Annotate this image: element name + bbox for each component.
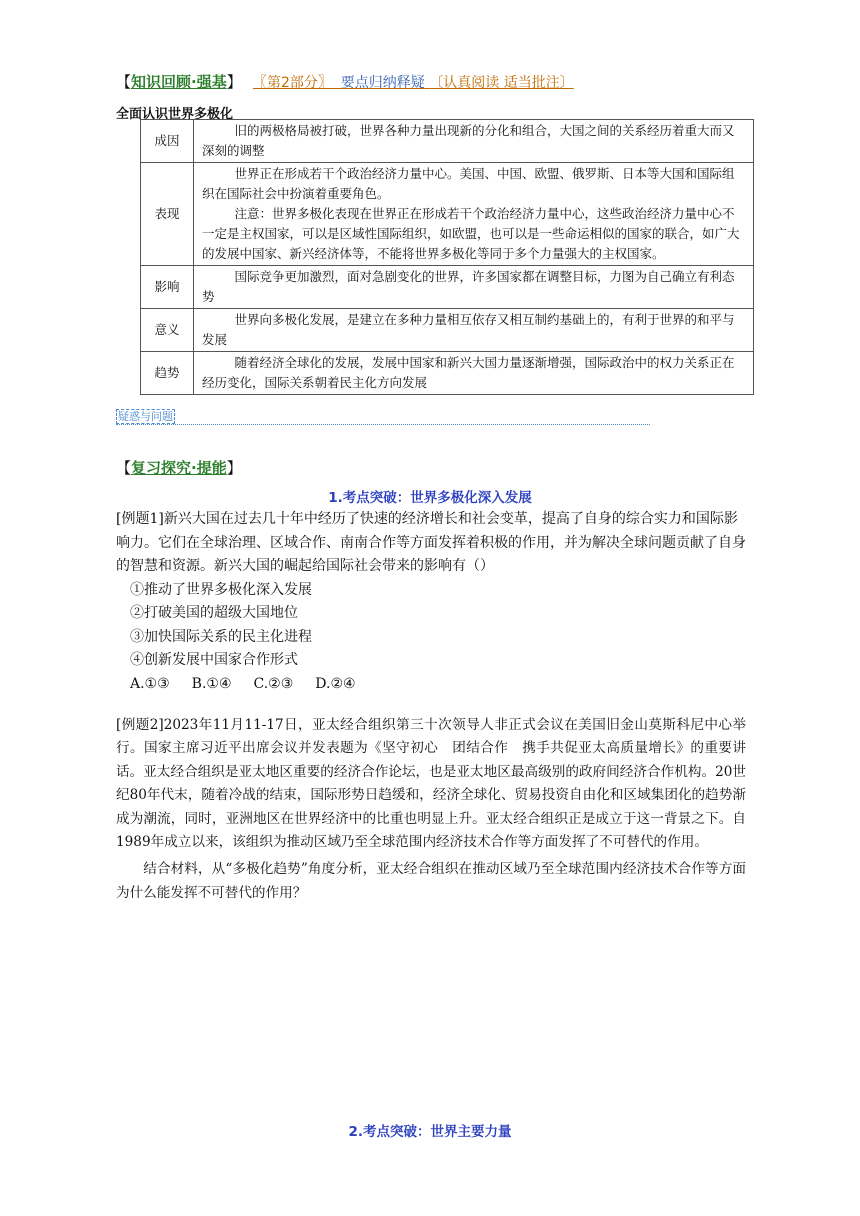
- doubt-label: 疑惑与问题: [118, 410, 173, 423]
- explore-header-label: 复习探究·提能: [131, 459, 227, 477]
- table-row-value: [194, 309, 754, 352]
- choice-c: C.②③: [253, 675, 294, 692]
- example-1-stem: [例题1]新兴大国在过去几十年中经历了快速的经济增长和社会变革，提高了自身的综合实力和国际影响力。它们在全球治理、区域合作、南南合作等方面发挥着积极的作用，并为解决全球问题贡献了自身的智慧和资源。新兴大国的崛起给国际社会带来的影响有（）: [116, 511, 746, 574]
- table-row-key: 表现: [141, 163, 194, 266]
- table-row-paragraph: 旧的两极格局被打破，世界各种力量出现新的分化和组合，大国之间的关系经历着重大而又深刻的调整: [202, 123, 735, 158]
- example-1: [116, 508, 746, 696]
- doubt-line[interactable]: [116, 408, 650, 425]
- table-row: [141, 120, 754, 163]
- table-row-key: 成因: [141, 120, 194, 163]
- table-row-value: [194, 266, 754, 309]
- table-row-value: [194, 163, 754, 266]
- table-row-paragraph: 随着经济全球化的发展，发展中国家和新兴大国力量逐渐增强，国际政治中的权力关系正在经历变化，国际关系朝着民主化方向发展: [202, 355, 735, 390]
- table-row-key: 影响: [141, 266, 194, 309]
- table-row-value: [194, 352, 754, 395]
- topic-1-title: 1.考点突破：世界多极化深入发展: [328, 490, 532, 506]
- table-row: [141, 266, 754, 309]
- table-row-key: 意义: [141, 309, 194, 352]
- choice-a: A.①③: [130, 675, 170, 692]
- table-row-value: [194, 120, 754, 163]
- table-row-key: 趋势: [141, 352, 194, 395]
- topic-2-title: 2.考点突破：世界主要力量: [348, 1124, 512, 1140]
- example-1-option: ②打破美国的超级大国地位: [130, 605, 298, 621]
- table-row-paragraph: 国际竞争更加激烈，面对急剧变化的世界，许多国家都在调整目标，力图为自己确立有利态势: [202, 269, 735, 304]
- table-row: [141, 309, 754, 352]
- review-note: 〖第2部分〗 要点归纳释疑 〔认真阅读 适当批注〕: [252, 75, 574, 91]
- knowledge-table: [140, 119, 754, 395]
- example-1-option: ③加快国际关系的民主化进程: [130, 628, 312, 645]
- table-row-paragraph: 世界向多极化发展，是建立在多种力量相互依存又相互制约基础上的，有利于世界的和平与发展: [202, 312, 735, 347]
- example-1-choices: [116, 673, 746, 697]
- choice-d: D.②④: [315, 675, 356, 692]
- example-1-option: ④创新发展中国家合作形式: [130, 652, 298, 668]
- example-2-stem: [例题2]2023年11月11-17日，亚太经合组织第三十次领导人非正式会议在美国旧金山莫斯科尼中心举行。国家主席习近平出席会议并发表题为《坚守初心 团结合作 携手共促亚太高质量增长》的重要讲话。亚太经合组织是亚太地区重要的经济合作论坛，也是亚太地区最高级别的政府间经济合作机构。20世纪80年代末，随着冷战的结束，国际形势日趋缓和，经济全球化、贸易投资自由化和区域集团化的趋势渐成为潮流，同时，亚洲地区在世界经济中的比重也明显上升。亚太经合组织正是成立于这一背景之下。自1989年成立以来，该组织为推动区域乃至全球范围内经济技术合作等方面发挥了不可替代的作用。: [116, 717, 746, 851]
- table-row-paragraph: 世界正在形成若干个政治经济力量中心。美国、中国、欧盟、俄罗斯、日本等大国和国际组织在国际社会中扮演着重要角色。: [202, 166, 735, 201]
- section-title: 全面认识世界多极化: [116, 107, 234, 122]
- table-row-paragraph: 注意：世界多极化表现在世界正在形成若干个政治经济力量中心，这些政治经济力量中心不一定是主权国家，可以是区域性国际组织，如欧盟，也可以是一些命运相似的国家的联合，如广大的发展中国家、新兴经济体等，不能将世界多极化等同于多个力量强大的主权国家。: [202, 206, 740, 261]
- example-2: [116, 714, 746, 905]
- table-row: [141, 163, 754, 266]
- choice-b: B.①④: [191, 675, 232, 692]
- example-2-question: 结合材料，从“多极化趋势”角度分析，亚太经合组织在推动区域乃至全球范围内经济技术合作等方面为什么能发挥不可替代的作用？: [116, 861, 746, 901]
- explore-header: 【复习探究·提能】: [116, 459, 242, 477]
- example-1-option: ①推动了世界多极化深入发展: [130, 581, 312, 598]
- review-header: 【知识回顾·强基】 〖第2部分〗 要点归纳释疑 〔认真阅读 适当批注〕: [116, 73, 574, 91]
- table-row: [141, 352, 754, 395]
- review-header-label: 知识回顾·强基: [131, 73, 227, 91]
